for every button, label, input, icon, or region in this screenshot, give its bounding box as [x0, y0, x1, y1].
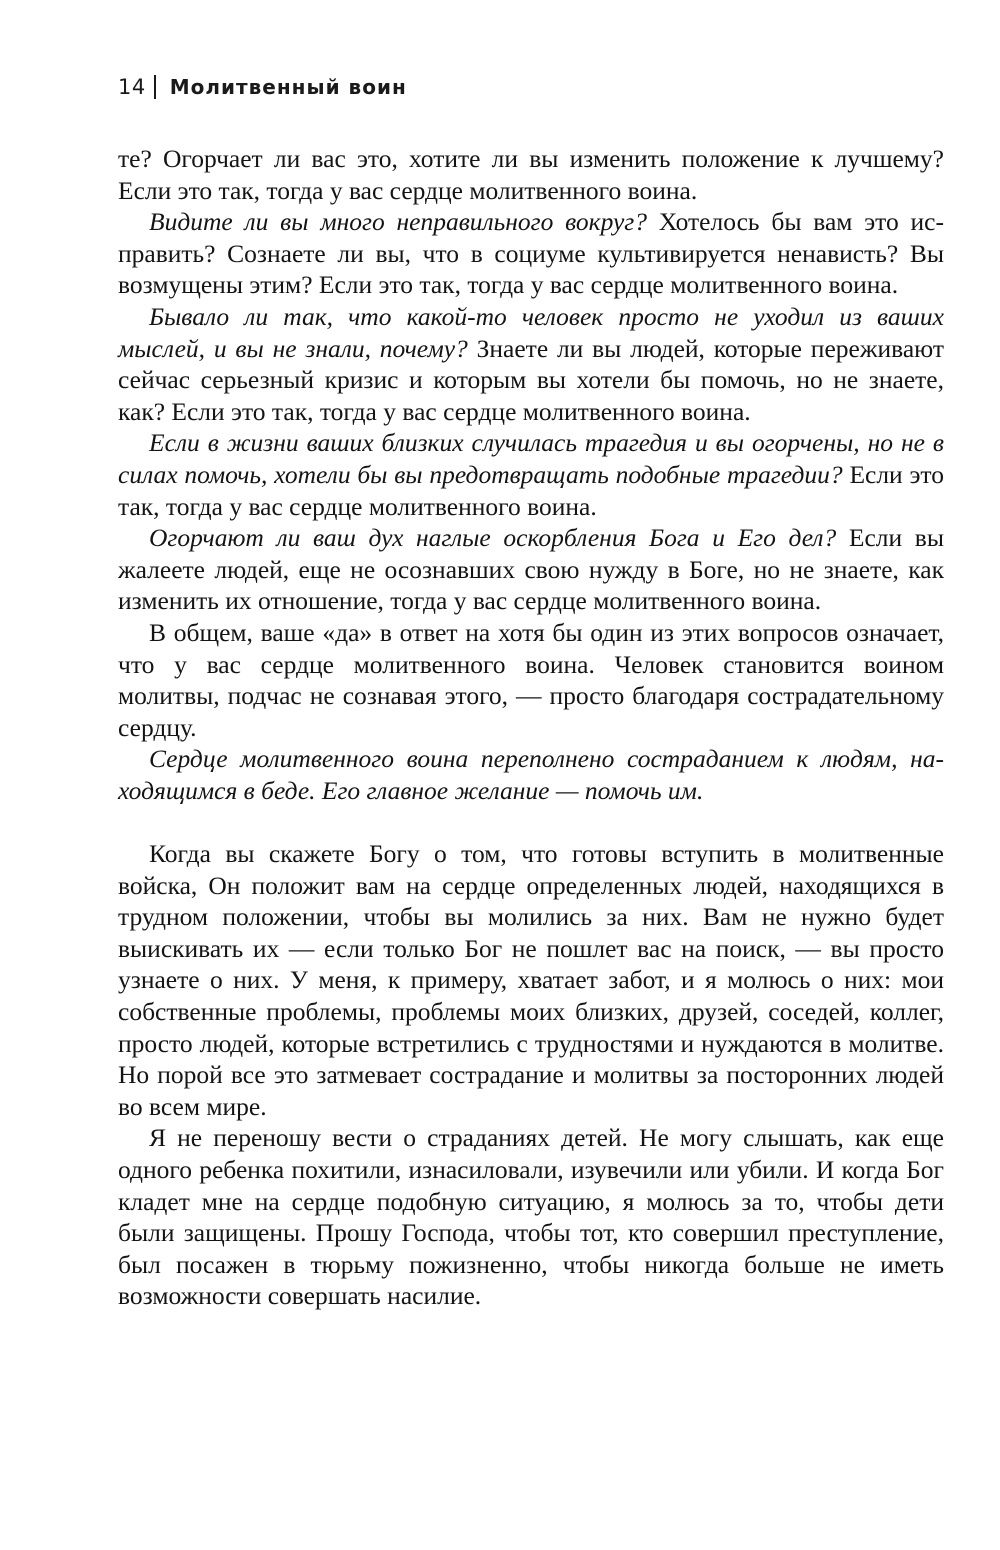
paragraph-italic-lead: Огорчают ли ваш дух наглые оскорбления Бога и Его дел? — [149, 523, 849, 553]
paragraph-text: Если вы жалеете людей, еще не осознавших свою нужду в Боге, но не знаете, как изменить их отношение, тогда у вас сердце молитвенного воина. — [118, 523, 944, 616]
paragraph — [118, 143, 944, 206]
body-text — [118, 143, 944, 1312]
paragraph-text: Если это так, тогда у вас сердце молитвенного воина. — [118, 459, 944, 521]
paragraph-italic-lead: Сердце молитвенного воина переполнено состраданием к людям, находящимся в беде. Его главное желание — помочь им. — [118, 744, 944, 805]
paragraph-text: Я не переношу вести о страданиях детей. Не могу слышать, как еще одного ребенка похитили, изнасиловали, изувечили или убили. И когда Бог кладет мне на сердце подобную ситуацию, я молюсь за то, чтобы дети были защищены. Прошу Господа, чтобы тот, кто совершил преступление, был посажен в тюрьму пожизненно, чтобы никогда больше не иметь возможности совершать насилие. — [118, 1123, 944, 1311]
running-title: Молитвенный воин — [169, 75, 407, 99]
paragraph-text: те? Огорчает ли вас это, хотите ли вы изменить положение к лучшему? Если это так, тогда у вас сердце молитвенного воина. — [118, 144, 944, 205]
paragraph-italic-lead: Видите ли вы много неправильного вокруг? — [149, 207, 659, 237]
page-header — [118, 72, 407, 102]
paragraph-italic-lead: Если в жизни ваших близких случилась трагедия и вы огорчены, но не в силах помочь, хотели бы вы предотвращать подобные трагедии? — [118, 428, 944, 489]
paragraph-text: В общем, ваше «да» в ответ на хотя бы один из этих вопросов означает, что у вас сердце молитвенного воина. Человек становится воином молитвы, подчас не сознавая этого, — просто благодаря сострадательному сердцу. — [118, 617, 944, 742]
paragraph-text: Хотелось бы вам это исправить? Сознаете ли вы, что в социуме культивируется ненависть? Вы возмущены этим? Если это так, тогда у вас сердце молитвенного воина. — [118, 207, 944, 300]
paragraph — [118, 522, 944, 617]
paragraph — [118, 1122, 944, 1312]
paragraph — [118, 617, 944, 743]
paragraph-italic-lead: Бывало ли так, что какой-то человек просто не уходил из ваших мыслей, и вы не знали, почему? — [118, 301, 944, 363]
header-divider — [154, 75, 156, 99]
paragraph — [118, 301, 944, 427]
paragraph-text: Когда вы скажете Богу о том, что готовы вступить в молитвенные войска, Он положит вам на сердце определенных людей, находящихся в трудном положении, чтобы вы молились за них. Вам не нужно будет выискивать их — если только Бог не пошлет вас на поиск, — вы просто узнаете о них. У меня, к примеру, хватает забот, и я молюсь о них: мои собственные проблемы, проблемы моих близких, друзей, соседей, коллег, просто людей, которые встретились с трудностями и нуждаются в молитве. Но порой все это затмевает сострадание и молитвы за посторонних людей во всем мире. — [118, 839, 944, 1121]
paragraph — [118, 427, 944, 522]
page-number: 14 — [118, 75, 146, 99]
paragraph-text: Знаете ли вы людей, которые переживают сейчас серьезный кризис и которым вы хотели бы помочь, но не знаете, как? Если это так, тогда у вас сердце молитвенного воина. — [118, 333, 944, 426]
summary-paragraph — [118, 743, 944, 806]
paragraph — [118, 838, 944, 1122]
paragraph — [118, 206, 944, 301]
